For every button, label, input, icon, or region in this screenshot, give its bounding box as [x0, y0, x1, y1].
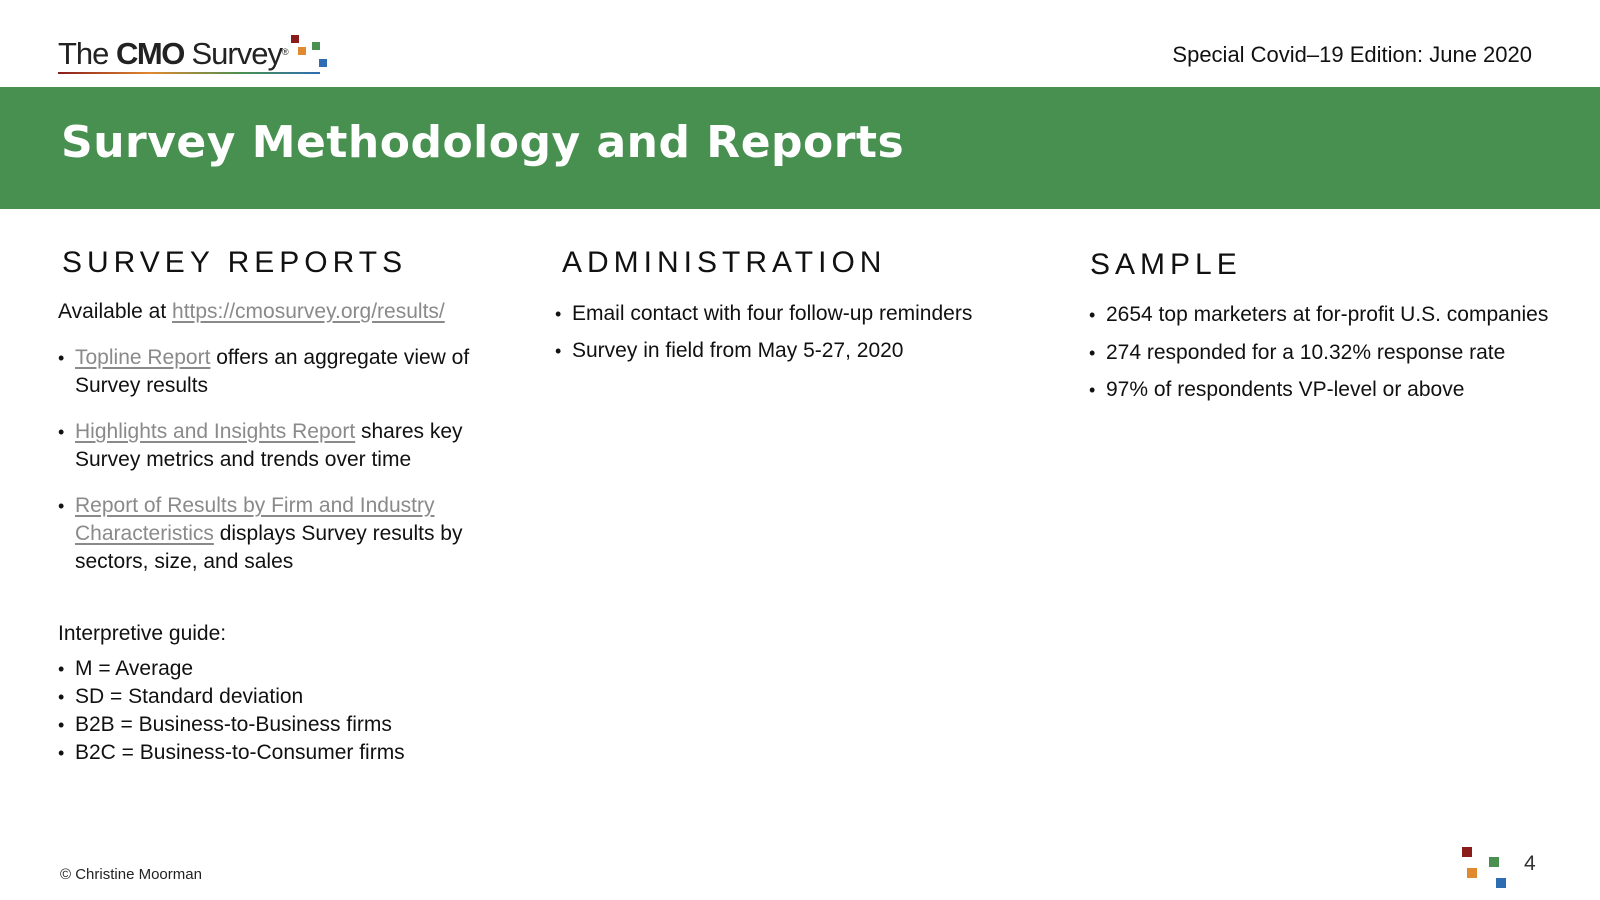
list-item [58, 344, 528, 400]
list-item [58, 492, 528, 576]
page-number: 4 [1524, 852, 1536, 875]
logo-wordmark [58, 34, 289, 74]
list-item: • Email contact with four follow-up reminders [555, 300, 1045, 328]
available-at-line [58, 300, 528, 324]
reports-list [58, 344, 528, 576]
footer-square-orange-icon [1467, 868, 1477, 878]
list-item: • 2654 top marketers at for-profit U.S. companies [1089, 300, 1559, 330]
highlights-report-description: shares key Survey metrics and trends over time [75, 420, 463, 471]
logo-bold: CMO [116, 36, 184, 71]
available-prefix: Available at [58, 300, 173, 323]
footer-square-green-icon [1489, 857, 1499, 867]
logo-suffix: Survey [191, 36, 282, 71]
interpretive-guide-list [58, 655, 528, 767]
logo-square-green-icon [312, 42, 320, 50]
firm-industry-report-description: displays Survey results by sectors, size, and sales [75, 522, 463, 573]
list-item [58, 418, 528, 474]
topline-report-link[interactable]: Topline Report [75, 346, 211, 369]
list-item: • SD = Standard deviation [58, 683, 528, 711]
list-item: • Survey in field from May 5-27, 2020 [555, 337, 1045, 365]
list-item: • 274 responded for a 10.32% response rate [1089, 339, 1559, 367]
logo-registered: ® [281, 47, 289, 57]
survey-reports-heading: SURVEY REPORTS [62, 246, 408, 279]
highlights-report-link[interactable]: Highlights and Insights Report [75, 420, 356, 443]
list-item: • B2B = Business-to-Business firms [58, 711, 528, 739]
list-item: • 97% of respondents VP-level or above [1089, 376, 1559, 404]
title-banner [0, 87, 1600, 209]
survey-reports-column [58, 246, 528, 767]
copyright-notice: © Christine Moorman [60, 866, 202, 883]
logo-square-red-icon [291, 35, 299, 43]
logo-square-orange-icon [298, 47, 306, 55]
sample-list [1089, 300, 1559, 404]
edition-label: Special Covid–19 Edition: June 2020 [1172, 42, 1532, 67]
list-item: • M = Average [58, 655, 528, 683]
results-url-link[interactable]: https://cmosurvey.org/results/ [172, 300, 445, 323]
sample-column [1089, 246, 1559, 404]
administration-list [555, 300, 1045, 365]
logo-underline [58, 72, 320, 74]
administration-heading: ADMINISTRATION [562, 246, 887, 279]
topline-report-description: offers an aggregate view of Survey results [75, 346, 470, 397]
logo-prefix: The [58, 36, 109, 71]
firm-industry-report-link[interactable]: Report of Results by Firm and Industry Characteristics [75, 494, 435, 545]
administration-column [555, 246, 1045, 365]
interpretive-guide-title: Interpretive guide: [58, 622, 227, 645]
page-title: Survey Methodology and Reports [61, 117, 905, 168]
footer-square-red-icon [1462, 847, 1472, 857]
footer-square-blue-icon [1496, 878, 1506, 888]
list-item: • B2C = Business-to-Consumer firms [58, 739, 528, 767]
logo-square-blue-icon [319, 59, 327, 67]
sample-heading: SAMPLE [1090, 248, 1242, 281]
cmo-survey-logo [58, 34, 348, 74]
